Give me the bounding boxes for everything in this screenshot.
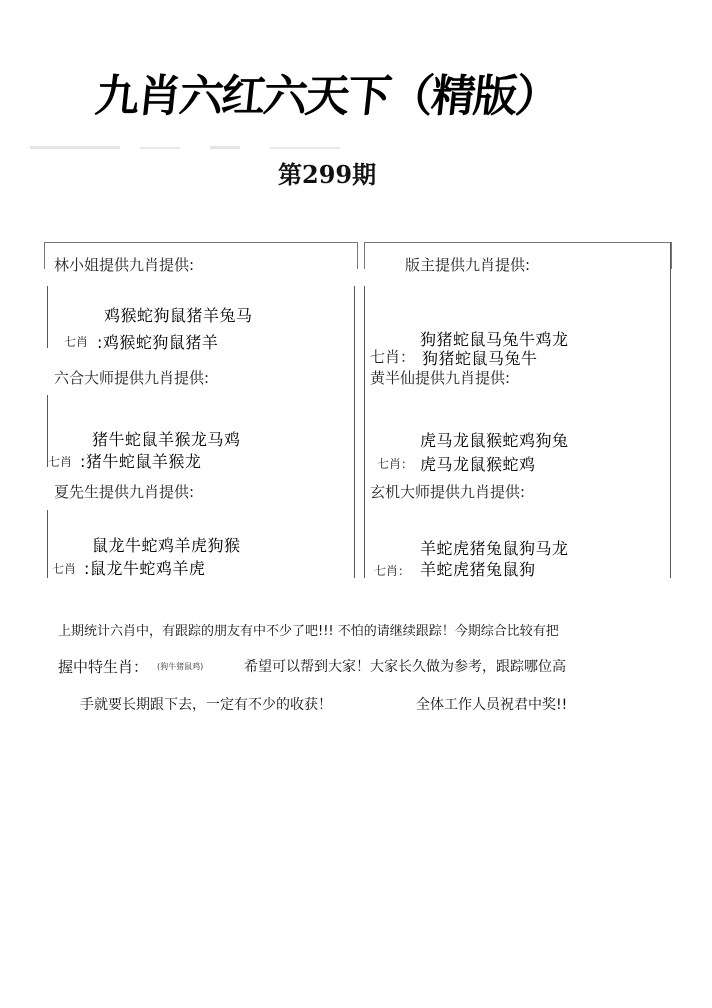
panel-2-header: 版主提供九肖提供: (405, 256, 531, 274)
message-line-1: 上期统计六肖中，有跟踪的朋友有中不少了吧!!! 不怕的请继续跟踪！今期综合比较有把 (58, 624, 559, 639)
panel-6-seven-label: 七肖： (374, 564, 411, 578)
banner-smudge (30, 142, 360, 154)
panel-5-nine: 鼠龙牛蛇鸡羊虎狗猴 (92, 536, 241, 555)
message-line-2b: 希望可以帮到大家！大家长久做为参考，跟踪哪位高 (244, 659, 566, 675)
panel-4-seven-label: 七肖： (377, 457, 414, 471)
banner-title: 九肖六红六天下（精版） (92, 71, 561, 122)
message-line-3a: 手就要长期跟下去，一定有不少的收获！ (80, 697, 332, 713)
left-rule-1 (47, 286, 48, 348)
mid-rule-b (364, 286, 365, 578)
panel-6-nine: 羊蛇虎猪兔鼠狗马龙 (420, 539, 569, 558)
panel-2-seven: 狗猪蛇鼠马兔牛 (422, 349, 538, 368)
panel-5-header: 夏先生提供九肖提供: (54, 483, 195, 501)
message-line-3b: 全体工作人员祝君中奖!! (416, 697, 568, 713)
issue-number: 第299期 (278, 160, 377, 189)
panel-3-header: 六合大师提供九肖提供: (54, 369, 210, 387)
panel-1-seven-label: 七肖 (64, 335, 89, 349)
panel-3-nine: 猪牛蛇鼠羊猴龙马鸡 (92, 430, 241, 449)
panel-6-seven: 羊蛇虎猪兔鼠狗 (420, 560, 536, 579)
panel-5-seven: :鼠龙牛蛇鸡羊虎 (84, 559, 206, 578)
panel-6-header: 玄机大师提供九肖提供: (370, 483, 526, 501)
panel-4-seven: 虎马龙鼠猴蛇鸡 (420, 455, 536, 474)
panel-2-nine: 狗猪蛇鼠马兔牛鸡龙 (420, 330, 569, 349)
panel-1-seven: :鸡猴蛇狗鼠猪羊 (97, 333, 219, 352)
mid-rule-a (354, 286, 355, 578)
right-rule (670, 242, 671, 578)
panel-4-nine: 虎马龙鼠猴蛇鸡狗兔 (420, 431, 569, 450)
panel-3-seven-label: 七肖 (48, 455, 73, 469)
panel-2-seven-label: 七肖： (370, 348, 416, 366)
panel-1-nine: 鸡猴蛇狗鼠猪羊兔马 (104, 306, 253, 325)
left-rule-3 (47, 510, 48, 578)
panel-3-seven: :猪牛蛇鼠羊猴龙 (80, 452, 202, 471)
panel-5-seven-label: 七肖 (52, 562, 77, 576)
panel-4-header: 黄半仙提供九肖提供: (370, 369, 511, 387)
message-hint: (狗牛猪鼠鸡) (157, 662, 204, 671)
panel-1-header: 林小姐提供九肖提供: (54, 256, 195, 274)
message-line-2a: 握中特生肖： (58, 658, 149, 676)
